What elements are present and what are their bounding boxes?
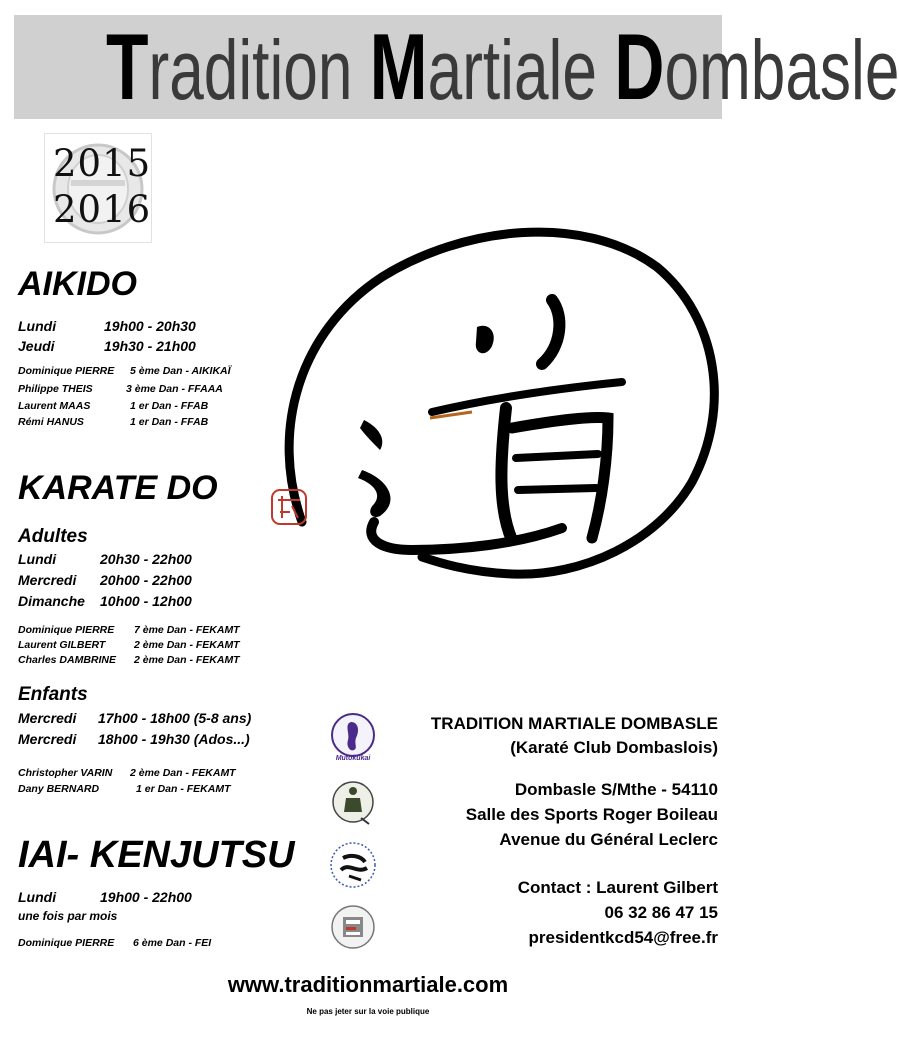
address-city: Dombasle S/Mthe - 54110 (514, 780, 718, 799)
karate-instructor-row (18, 654, 240, 666)
mutokukai-logo-icon (328, 712, 378, 762)
contact-email[interactable]: presidentkcd54@free.fr (528, 928, 718, 947)
karate-children-label: Enfants (18, 684, 88, 705)
karate-time: 18h00 - 19h30 (Ados...) (98, 731, 250, 747)
aikido-day: Lundi (18, 318, 57, 334)
instructor-grade: 2 ème Dan - FEKAMT (134, 639, 240, 651)
instructor-grade: 7 ème Dan - FEKAMT (134, 624, 240, 636)
title-word-dombasle: ombasle (664, 23, 899, 117)
title-word-martiale: artiale (427, 23, 615, 117)
instructor-grade: 2 ème Dan - FEKAMT (134, 654, 240, 666)
instructor-grade: 1 er Dan - FFAB (130, 400, 209, 412)
karate-adults-label: Adultes (18, 526, 88, 547)
footer-note: Ne pas jeter sur la voie publique (306, 1007, 430, 1016)
iai-day: Lundi (18, 889, 57, 905)
title-initial-t: T (106, 14, 149, 119)
instructor-name: Laurent GILBERT (18, 639, 106, 651)
website-link[interactable]: www.traditionmartiale.com (227, 972, 509, 997)
club-name: TRADITION MARTIALE DOMBASLE (430, 714, 718, 733)
karate-time: 17h00 - 18h00 (5-8 ans) (98, 710, 252, 726)
aikido-schedule-row (18, 318, 196, 334)
address-venue: Salle des Sports Roger Boileau (465, 805, 718, 824)
aikido-day: Jeudi (18, 338, 55, 354)
karate-day: Dimanche (18, 593, 85, 609)
iai-schedule-row (18, 889, 192, 905)
karate-title: KARATE DO (18, 469, 218, 507)
aikido-instructor-row (18, 416, 208, 428)
karate-instructor-row (18, 624, 240, 636)
karate-day: Mercredi (18, 731, 77, 747)
karate-schedule-row (18, 551, 192, 567)
iai-title: IAI- KENJUTSU (18, 834, 295, 876)
aikido-instructor-row (18, 383, 223, 395)
instructor-grade: 3 ème Dan - FFAAA (126, 383, 223, 395)
karate-time: 20h00 - 22h00 (100, 572, 192, 588)
karate-schedule-row (18, 593, 192, 609)
iai-instructor-row (18, 937, 211, 949)
iai-note: une fois par mois (18, 909, 118, 923)
title-banner (14, 14, 899, 119)
kendo-federation-logo-icon (327, 840, 379, 890)
title-word-tradition: radition (148, 23, 370, 117)
club-subtitle: (Karaté Club Dombaslois) (510, 738, 718, 757)
instructor-name: Rémi HANUS (18, 416, 84, 428)
contact-phone: 06 32 86 47 15 (604, 903, 718, 922)
karate-schedule-row (18, 572, 192, 588)
karate-schedule-row (18, 731, 250, 747)
karate-schedule-row (18, 710, 251, 726)
season-end-year: 2016 (53, 188, 152, 231)
mutokukai-label: Mutokukai (335, 755, 371, 762)
karate-instructor-row (18, 639, 240, 651)
aikido-title: AIKIDO (18, 265, 137, 303)
karate-instructor-row (18, 783, 231, 795)
instructor-grade: 1 er Dan - FFAB (130, 416, 209, 428)
fei-federation-logo-icon (330, 904, 376, 950)
aikido-instructor-row (18, 365, 231, 377)
address-street: Avenue du Général Leclerc (499, 830, 718, 849)
instructor-grade: 5 ème Dan - AIKIKAÏ (130, 365, 231, 377)
title-initial-m: M (369, 14, 428, 119)
instructor-name: Dominique PIERRE (18, 365, 115, 377)
aikido-time: 19h30 - 21h00 (104, 338, 196, 354)
karate-instructor-row (18, 767, 236, 779)
kneeling-figure-logo-icon (331, 778, 375, 828)
karate-time: 10h00 - 12h00 (100, 593, 192, 609)
season-start-year: 2015 (53, 142, 152, 185)
instructor-grade: 2 ème Dan - FEKAMT (130, 767, 236, 779)
instructor-name: Christopher VARIN (18, 767, 113, 779)
instructor-grade: 6 ème Dan - FEI (133, 937, 212, 949)
instructor-name: Dominique PIERRE (18, 624, 115, 636)
karate-day: Mercredi (18, 710, 77, 726)
instructor-name: Charles DAMBRINE (18, 654, 117, 666)
instructor-name: Laurent MAAS (18, 400, 91, 412)
aikido-schedule-row (18, 338, 196, 354)
iai-time: 19h00 - 22h00 (100, 889, 192, 905)
contact-name: Contact : Laurent Gilbert (517, 878, 718, 897)
title-initial-d: D (614, 14, 665, 119)
karate-day: Lundi (18, 551, 57, 567)
aikido-instructor-row (18, 400, 208, 412)
instructor-name: Philippe THEIS (18, 383, 93, 395)
aikido-time: 19h00 - 20h30 (104, 318, 196, 334)
karate-time: 20h30 - 22h00 (100, 551, 192, 567)
instructor-name: Dominique PIERRE (18, 937, 115, 949)
page-title (106, 14, 899, 119)
season-box (44, 133, 152, 243)
do-calligraphy-icon (262, 222, 732, 588)
instructor-name: Dany BERNARD (18, 783, 100, 795)
karate-day: Mercredi (18, 572, 77, 588)
instructor-grade: 1 er Dan - FEKAMT (136, 783, 231, 795)
